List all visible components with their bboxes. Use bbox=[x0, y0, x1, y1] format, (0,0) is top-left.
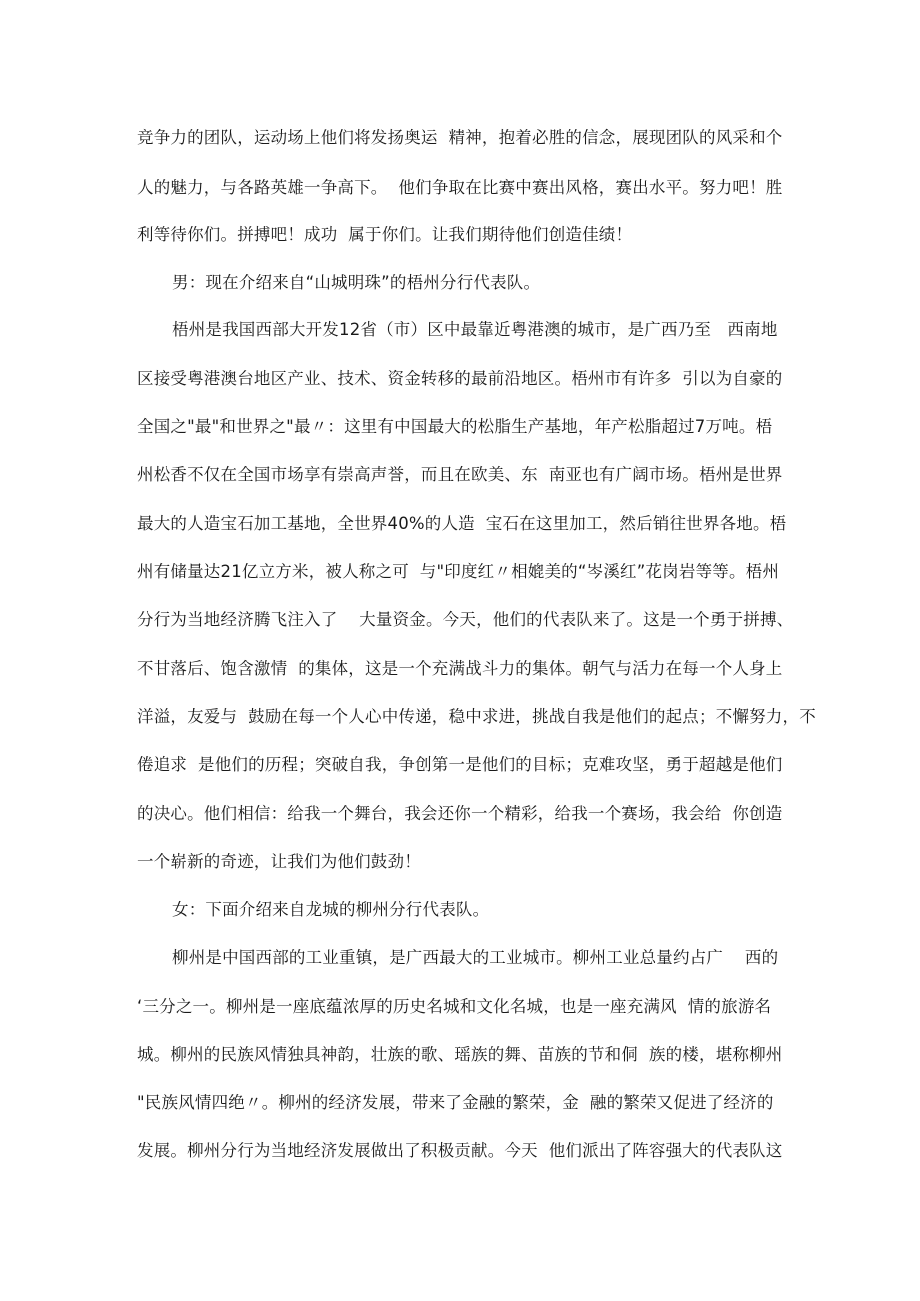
text-line: 州松香不仅在全国市场享有崇高声誉，而且在欧美、东 南亚也有广阔市场。梧州是世界 bbox=[137, 465, 783, 484]
text-line: 发展。柳州分行为当地经济发展做出了积极贡献。今天 他们派出了阵容强大的代表队这 bbox=[137, 1141, 783, 1160]
text-line: 区接受粤港澳台地区产业、技术、资金转移的最前沿地区。梧州市有许多 引以为自豪的 bbox=[137, 369, 783, 388]
text-line: 一个崭新的奇迹，让我们为他们鼓劲！ bbox=[137, 852, 421, 871]
text-line: 女：下面介绍来自龙城的柳州分行代表队。 bbox=[172, 900, 490, 919]
text-line: 全国之"最"和世界之"最〃：这里有中国最大的松脂生产基地，年产松脂超过7万吨。梧 bbox=[137, 417, 773, 436]
text-line: 城。柳州的民族风情独具神韵，壮族的歌、瑶族的舞、苗族的节和侗 族的楼，堪称柳州 bbox=[137, 1045, 783, 1064]
text-line: 人的魅力，与各路英雄一争高下。 他们争取在比赛中赛出风格，赛出水平。努力吧！胜 bbox=[137, 178, 783, 197]
text-line: 最大的人造宝石加工基地，全世界40%的人造 宝石在这里加工，然后销往世界各地。梧 bbox=[137, 514, 787, 533]
text-line: 的决心。他们相信：给我一个舞台，我会还你一个精彩，给我一个赛场，我会给 你创造 bbox=[137, 804, 783, 823]
text-line: 倦追求 是他们的历程；突破自我，争创第一是他们的目标；克难攻坚，勇于超越是他们 bbox=[137, 755, 783, 774]
text-line: 竞争力的团队，运动场上他们将发扬奥运 精神，抱着必胜的信念，展现团队的风采和个 bbox=[137, 128, 783, 147]
text-line: 利等待你们。拼搏吧！成功 属于你们。让我们期待他们创造佳绩！ bbox=[137, 225, 633, 244]
text-line: 不甘落后、饱含激情 的集体，这是一个充满战斗力的集体。朝气与活力在每一个人身上 bbox=[137, 659, 783, 678]
text-line: 梧州是我国西部大开发12省（市）区中最靠近粤港澳的城市，是广西乃至 西南地 bbox=[172, 320, 778, 339]
text-line: 柳州是中国西部的工业重镇，是广西最大的工业城市。柳州工业总量约占广 西的 bbox=[172, 948, 779, 967]
text-line: "民族风情四绝〃。柳州的经济发展，带来了金融的繁荣，金 融的繁荣又促进了经济的 bbox=[137, 1093, 774, 1112]
text-line: 男：现在介绍来自“山城明珠”的梧州分行代表队。 bbox=[172, 273, 541, 292]
text-line: 洋溢，友爱与 鼓励在每一个人心中传递，稳中求进，挑战自我是他们的起点；不懈努力，不 bbox=[137, 707, 816, 726]
text-line: 分行为当地经济腾飞注入了 大量资金。今天，他们的代表队来了。这是一个勇于拼搏、 bbox=[137, 610, 794, 629]
text-line: ‘三分之一。柳州是一座底蕴浓厚的历史名城和文化名城，也是一座充满风 情的旅游名 bbox=[137, 997, 772, 1016]
text-line: 州有储量达21亿立方米，被人称之可 与"印度红〃相媲美的“岑溪红”花岗岩等等。梧州 bbox=[137, 562, 780, 581]
